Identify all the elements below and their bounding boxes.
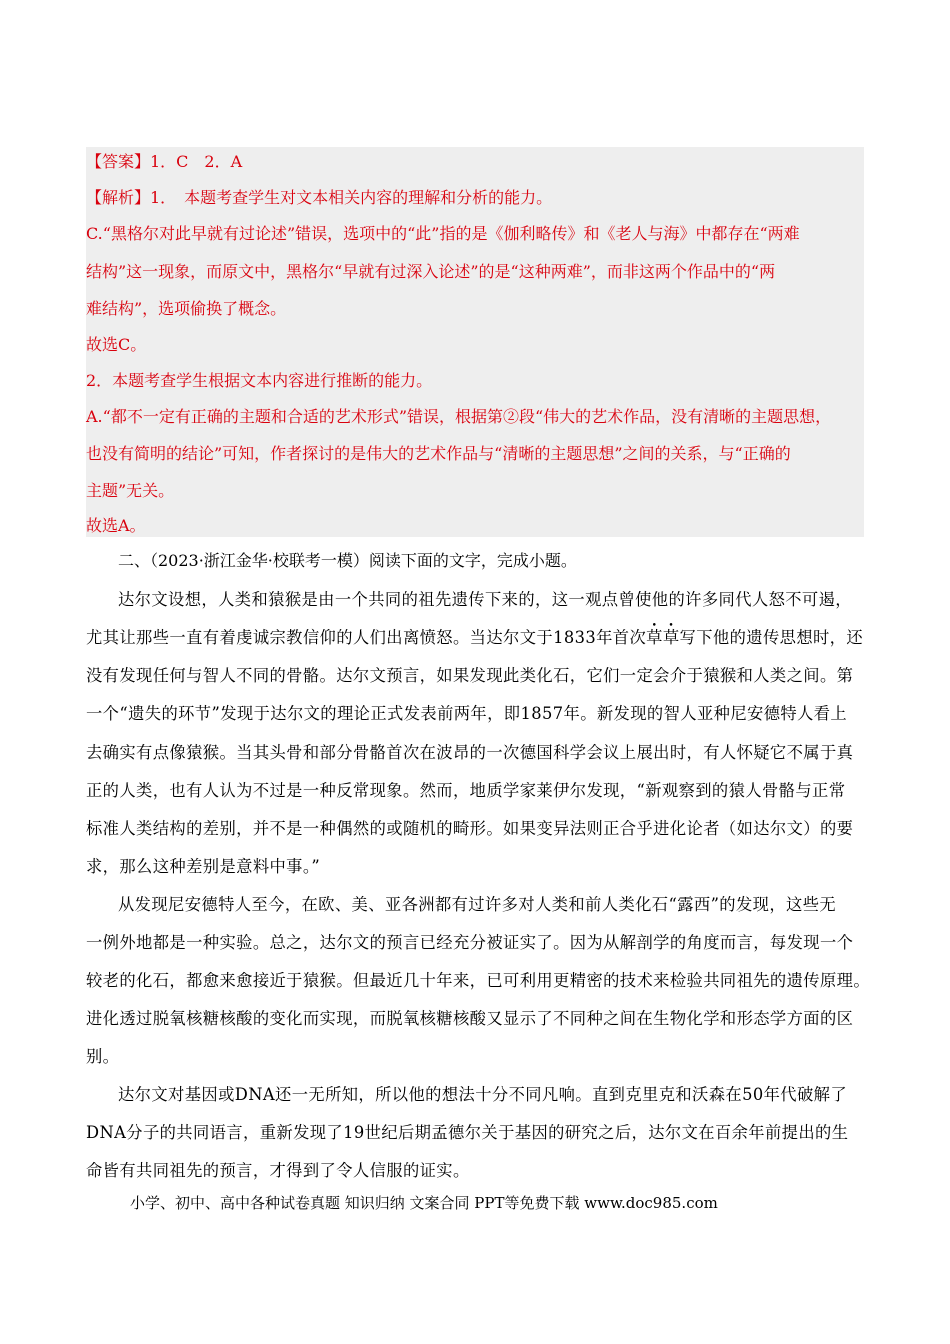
passage-line: 求，那么这种差别是意料中事。” bbox=[86, 857, 321, 876]
passage-line: 达尔文对基因或DNA还一无所知，所以他的想法十分不同凡响。直到克里克和沃森在50年代破解了 bbox=[118, 1085, 848, 1104]
analysis-line-9: 主题”无关。 bbox=[86, 481, 175, 500]
analysis-line-8: 也没有简明的结论”可知，作者探讨的是伟大的艺术作品与“清晰的主题思想”之间的关系，与“正确的 bbox=[86, 444, 791, 463]
passage-line: 从发现尼安德特人至今，在欧、美、亚各洲都有过许多对人类和前人类化石“露西”的发现，这些无 bbox=[118, 895, 837, 914]
analysis-line-4: 难结构”，选项偷换了概念。 bbox=[86, 299, 287, 318]
section-title: 二、（2023·浙江金华·校联考一模）阅读下面的文字，完成小题。 bbox=[118, 551, 577, 570]
passage-line: 较老的化石，都愈来愈接近于猿猴。但最近几十年来，已可利用更精密的技术来检验共同祖先的遗传原理。 bbox=[86, 971, 871, 990]
analysis-line-1: 【解析】1． 本题考查学生对文本相关内容的理解和分析的能力。 bbox=[86, 188, 553, 207]
analysis-line-2: C.“黑格尔对此早就有过论述”错误，选项中的“此”指的是《伽利略传》和《老人与海》中都存在“两难 bbox=[86, 224, 800, 243]
passage-line: 正的人类，也有人认为不过是一种反常现象。然而，地质学家莱伊尔发现，“新观察到的猿人骨骼与正常 bbox=[86, 781, 846, 800]
passage-line: 一个“遗失的环节”发现于达尔文的理论正式发表前两年，即1857年。新发现的智人亚种尼安德特人看上 bbox=[86, 704, 848, 723]
passage-line: 去确实有点像猿猴。当其头骨和部分骨骼首次在波昂的一次德国科学会议上展出时，有人怀疑它不属于真 bbox=[86, 743, 854, 762]
analysis-line-10: 故选A。 bbox=[86, 516, 146, 535]
passage-line: 一例外地都是一种实验。总之，达尔文的预言已经充分被证实了。因为从解剖学的角度而言，每发现一个 bbox=[86, 933, 854, 952]
footer-text: 小学、初中、高中各种试卷真题 知识归纳 文案合同 PPT等免费下载 www.doc985.com bbox=[130, 1194, 718, 1212]
passage-line: 标准人类结构的差别，并不是一种偶然的或随机的畸形。如果变异法则正合乎进化论者（如达尔文）的要 bbox=[86, 819, 854, 838]
passage-line: 尤其让那些一直有着虔诚宗教信仰的人们出离愤怒。当达尔文于1833年首次草草写下他的遗传思想时，还 bbox=[86, 628, 864, 647]
passage-line: 命皆有共同祖先的预言，才得到了令人信服的证实。 bbox=[86, 1161, 470, 1180]
emphasis-dot-char: 草 bbox=[662, 628, 680, 647]
answer-line: 【答案】1．C 2．A bbox=[86, 152, 243, 171]
analysis-line-3: 结构”这一现象，而原文中，黑格尔“早就有过深入论述”的是“这种两难”，而非这两个作品中的“两 bbox=[86, 262, 776, 281]
analysis-line-5: 故选C。 bbox=[86, 335, 147, 354]
analysis-line-6: 2．本题考查学生根据文本内容进行推断的能力。 bbox=[86, 371, 433, 390]
passage-line: DNA分子的共同语言，重新发现了19世纪后期孟德尔关于基因的研究之后，达尔文在百余年前提出的生 bbox=[86, 1123, 849, 1142]
passage-line: 别。 bbox=[86, 1047, 120, 1066]
emphasis-dot-char: 草 bbox=[646, 628, 663, 647]
passage-line: 没有发现任何与智人不同的骨骼。达尔文预言，如果发现此类化石，它们一定会介于猿猴和人类之间。第 bbox=[86, 666, 854, 685]
analysis-line-7: A.“都不一定有正确的主题和合适的艺术形式”错误，根据第②段“伟大的艺术作品，没有清晰的主题思想， bbox=[86, 407, 832, 426]
passage-line: 进化透过脱氧核糖核酸的变化而实现，而脱氧核糖核酸又显示了不同种之间在生物化学和形态学方面的区 bbox=[86, 1009, 854, 1028]
passage-line: 达尔文设想，人类和猿猴是由一个共同的祖先遗传下来的，这一观点曾使他的许多同代人怒不可遏， bbox=[118, 590, 852, 609]
